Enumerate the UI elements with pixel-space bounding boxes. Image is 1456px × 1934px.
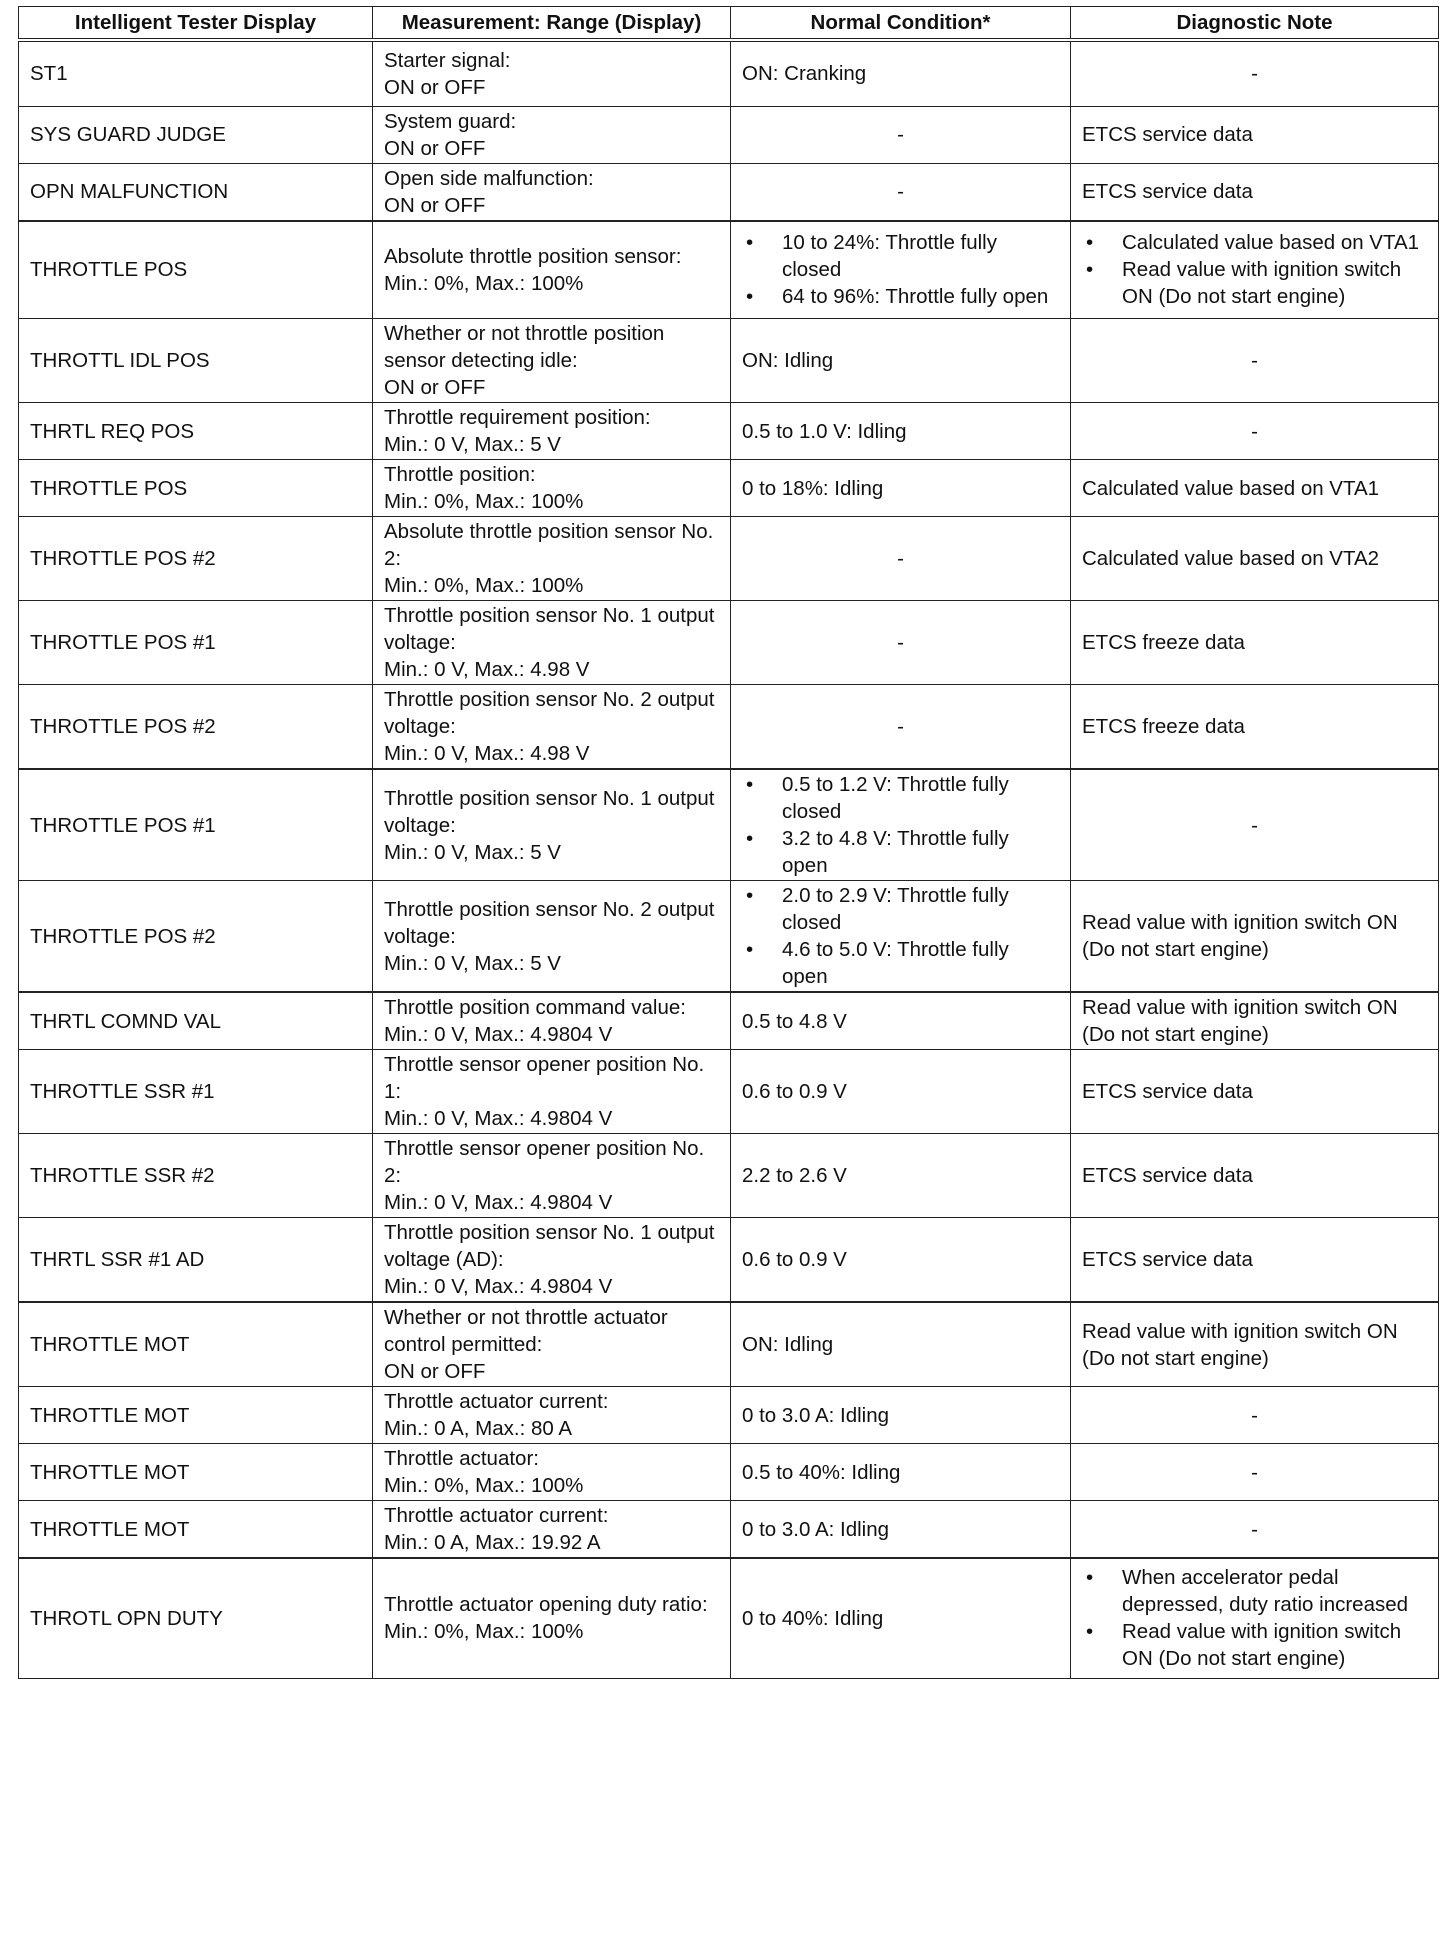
table-row [19,319,1439,403]
table-row [19,685,1439,770]
range-line: Throttle actuator current: [384,1504,609,1527]
measurement-range-cell [373,460,731,517]
table-row [19,1302,1439,1387]
range-line: Throttle position sensor No. 2 output voltage: [384,688,715,738]
normal-condition-cell: - [731,163,1071,221]
normal-condition-cell: 0 to 40%: Idling [731,1558,1071,1678]
normal-condition-cell [731,221,1071,319]
range-line: Throttle position sensor No. 2 output voltage: [384,897,715,948]
measurement-range-cell [373,106,731,163]
range-line: Absolute throttle position sensor: [384,244,682,268]
tester-display-cell: SYS GUARD JUDGE [19,106,373,163]
range-line: ON or OFF [384,136,486,160]
measurement-range-cell [373,1218,731,1303]
diagnostic-note-cell [1071,1558,1439,1678]
normal-condition-cell: - [731,106,1071,163]
header-diagnostic-note: Diagnostic Note [1071,7,1439,41]
tester-display-cell: THROTTLE MOT [19,1501,373,1559]
range-line: Throttle actuator: [384,1447,539,1470]
measurement-range-cell [373,403,731,460]
bullet-item: • 2.0 to 2.9 V: Throttle fully closed [742,882,1059,936]
measurement-range-cell [373,1302,731,1387]
bullet-list [1082,1564,1427,1672]
table-row [19,1218,1439,1303]
bullet-list [742,771,1059,879]
diagnostic-note-cell: ETCS service data [1071,1218,1439,1303]
bullet-item: • 10 to 24%: Throttle fully closed [742,229,1059,283]
range-line: Absolute throttle position sensor No. 2: [384,520,714,570]
table-row [19,1134,1439,1218]
bullet-item: • 0.5 to 1.2 V: Throttle fully closed [742,771,1059,825]
range-line: Throttle actuator current: [384,1390,609,1413]
bullet-list [1082,229,1427,310]
normal-condition-cell: 0 to 3.0 A: Idling [731,1501,1071,1559]
tester-display-cell: THRTL SSR #1 AD [19,1218,373,1303]
tester-display-cell: THROTTLE POS #1 [19,769,373,881]
normal-condition-cell: 0.5 to 4.8 V [731,992,1071,1050]
normal-condition-cell: 0.6 to 0.9 V [731,1050,1071,1134]
bullet-item: • 4.6 to 5.0 V: Throttle fully open [742,936,1059,990]
table-row [19,601,1439,685]
table-row [19,163,1439,221]
normal-condition-cell: ON: Idling [731,319,1071,403]
normal-condition-cell: ON: Idling [731,1302,1071,1387]
normal-condition-cell: - [731,601,1071,685]
tester-display-cell: THROTTLE MOT [19,1444,373,1501]
normal-condition-cell: 0 to 18%: Idling [731,460,1071,517]
table-row [19,40,1439,106]
tester-display-cell: THROTTLE MOT [19,1302,373,1387]
measurement-range-cell [373,881,731,993]
table-row [19,1387,1439,1444]
range-line: Min.: 0 A, Max.: 80 A [384,1417,573,1440]
measurement-range-cell [373,1444,731,1501]
diagnostic-note-cell: ETCS service data [1071,1050,1439,1134]
tester-display-cell: THROTTLE POS [19,460,373,517]
diagnostic-note-cell: - [1071,1444,1439,1501]
bullet-list [742,229,1059,310]
tester-display-cell: THROTTL IDL POS [19,319,373,403]
range-line: Min.: 0 V, Max.: 4.98 V [384,658,590,681]
tester-display-cell: THRTL REQ POS [19,403,373,460]
measurement-range-cell [373,769,731,881]
normal-condition-cell: - [731,685,1071,770]
diagnostic-note-cell: Read value with ignition switch ON (Do not start engine) [1071,992,1439,1050]
table-row [19,221,1439,319]
normal-condition-cell: 0 to 3.0 A: Idling [731,1387,1071,1444]
diagnostic-note-cell: - [1071,769,1439,881]
table-row [19,403,1439,460]
range-line: Min.: 0%, Max.: 100% [384,1620,584,1644]
measurement-range-cell [373,1558,731,1678]
diagnostic-note-cell: Calculated value based on VTA2 [1071,517,1439,601]
tester-display-cell: THROTTLE POS [19,221,373,319]
range-line: Throttle position command value: [384,996,686,1019]
range-line: Whether or not throttle actuator control permitted: [384,1306,668,1356]
table-row [19,1558,1439,1678]
range-line: Min.: 0%, Max.: 100% [384,271,584,295]
table-body [19,40,1439,1678]
diagnostic-note-cell [1071,221,1439,319]
diagnostic-note-cell: - [1071,1387,1439,1444]
normal-condition-cell [731,881,1071,993]
diagnostic-note-cell: ETCS service data [1071,163,1439,221]
bullet-item: • Read value with ignition switch ON (Do not start engine) [1082,1618,1427,1672]
range-line: Starter signal: [384,48,511,72]
range-line: ON or OFF [384,1360,486,1383]
normal-condition-cell: 0.6 to 0.9 V [731,1218,1071,1303]
header-measurement-range: Measurement: Range (Display) [373,7,731,41]
range-line: Throttle position: [384,463,536,486]
table-row [19,1050,1439,1134]
range-line: Min.: 0 V, Max.: 4.9804 V [384,1191,613,1214]
tester-display-cell: THROTL OPN DUTY [19,1558,373,1678]
diagnostic-note-cell: ETCS service data [1071,106,1439,163]
measurement-range-cell [373,517,731,601]
header-normal-condition: Normal Condition* [731,7,1071,41]
diagnostic-note-cell: ETCS freeze data [1071,685,1439,770]
range-line: Throttle requirement position: [384,406,651,429]
diagnostic-note-cell: Calculated value based on VTA1 [1071,460,1439,517]
measurement-range-cell [373,1387,731,1444]
range-line: ON or OFF [384,75,486,99]
range-line: Min.: 0 V, Max.: 4.98 V [384,742,590,765]
range-line: Throttle position sensor No. 1 output voltage: [384,786,715,837]
table-row [19,517,1439,601]
diagnostic-note-cell: ETCS freeze data [1071,601,1439,685]
measurement-range-cell [373,992,731,1050]
range-line: Open side malfunction: [384,166,594,190]
range-line: Min.: 0%, Max.: 100% [384,574,584,597]
table-row [19,992,1439,1050]
tester-display-cell: THROTTLE POS #2 [19,685,373,770]
measurement-range-cell [373,221,731,319]
bullet-list [742,882,1059,990]
table-row [19,1501,1439,1559]
bullet-item: • When accelerator pedal depressed, duty ratio increased [1082,1564,1427,1618]
tester-display-cell: THROTTLE POS #1 [19,601,373,685]
bullet-item: • Calculated value based on VTA1 [1082,229,1427,256]
bullet-item: • Read value with ignition switch ON (Do not start engine) [1082,256,1427,310]
bullet-item: • 3.2 to 4.8 V: Throttle fully open [742,825,1059,879]
table-row [19,881,1439,993]
table-row [19,106,1439,163]
range-line: Min.: 0 V, Max.: 4.9804 V [384,1275,613,1298]
range-line: ON or OFF [384,193,486,217]
diagnostic-note-cell: - [1071,403,1439,460]
tester-display-cell: THROTTLE SSR #1 [19,1050,373,1134]
diagnostic-note-cell: ETCS service data [1071,1134,1439,1218]
normal-condition-cell: 0.5 to 40%: Idling [731,1444,1071,1501]
bullet-item: • 64 to 96%: Throttle fully open [742,283,1059,310]
range-line: ON or OFF [384,376,486,399]
range-line: Min.: 0 V, Max.: 5 V [384,840,561,864]
diagnostic-note-cell: Read value with ignition switch ON (Do not start engine) [1071,881,1439,993]
tester-data-table [18,6,1439,1679]
range-line: Throttle sensor opener position No. 2: [384,1137,705,1187]
normal-condition-cell: - [731,517,1071,601]
measurement-range-cell [373,1050,731,1134]
range-line: Throttle sensor opener position No. 1: [384,1053,705,1103]
range-line: Throttle position sensor No. 1 output voltage (AD): [384,1221,715,1271]
range-line: Min.: 0 A, Max.: 19.92 A [384,1531,601,1554]
tester-display-cell: ST1 [19,40,373,106]
measurement-range-cell [373,601,731,685]
tester-display-cell: THROTTLE MOT [19,1387,373,1444]
range-line: System guard: [384,109,517,133]
range-line: Min.: 0 V, Max.: 4.9804 V [384,1023,613,1046]
range-line: Min.: 0 V, Max.: 4.9804 V [384,1107,613,1130]
range-line: Whether or not throttle position sensor detecting idle: [384,322,665,372]
tester-display-cell: THROTTLE POS #2 [19,517,373,601]
tester-display-cell: THRTL COMND VAL [19,992,373,1050]
range-line: Throttle actuator opening duty ratio: [384,1593,708,1617]
measurement-range-cell [373,685,731,770]
diagnostic-note-cell: - [1071,319,1439,403]
range-line: Min.: 0 V, Max.: 5 V [384,433,561,456]
header-tester-display: Intelligent Tester Display [19,7,373,41]
diagnostic-note-cell: Read value with ignition switch ON (Do not start engine) [1071,1302,1439,1387]
measurement-range-cell [373,1134,731,1218]
normal-condition-cell: ON: Cranking [731,40,1071,106]
measurement-range-cell [373,40,731,106]
diagnostic-note-cell: - [1071,1501,1439,1559]
normal-condition-cell: 2.2 to 2.6 V [731,1134,1071,1218]
table-row [19,460,1439,517]
normal-condition-cell [731,769,1071,881]
measurement-range-cell [373,1501,731,1559]
range-line: Min.: 0%, Max.: 100% [384,490,584,513]
tester-display-cell: THROTTLE SSR #2 [19,1134,373,1218]
table-row [19,769,1439,881]
measurement-range-cell [373,319,731,403]
tester-display-cell: OPN MALFUNCTION [19,163,373,221]
table-row [19,1444,1439,1501]
header-row [19,7,1439,41]
tester-display-cell: THROTTLE POS #2 [19,881,373,993]
range-line: Min.: 0%, Max.: 100% [384,1474,584,1497]
range-line: Min.: 0 V, Max.: 5 V [384,951,561,975]
normal-condition-cell: 0.5 to 1.0 V: Idling [731,403,1071,460]
range-line: Throttle position sensor No. 1 output voltage: [384,604,715,654]
diagnostic-note-cell: - [1071,40,1439,106]
measurement-range-cell [373,163,731,221]
